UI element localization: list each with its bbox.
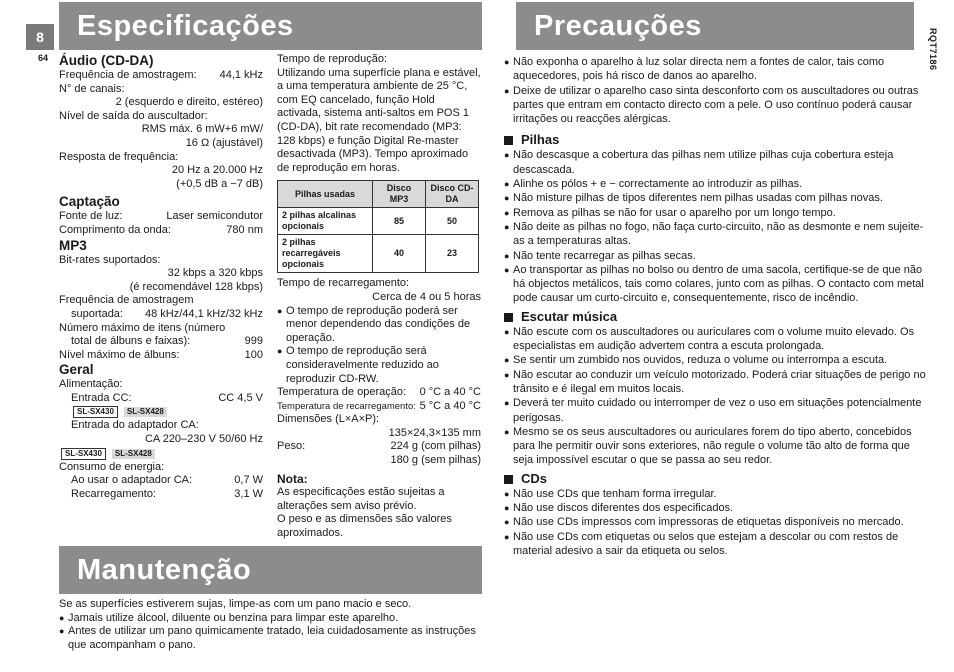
precautions-title: Precauções <box>534 10 702 42</box>
max-albums-label: Nível máximo de álbuns: <box>59 348 180 361</box>
max-items-label: Número máximo de itens (número <box>59 321 226 334</box>
bullet-icon: ● <box>504 517 510 528</box>
specs-left-column <box>59 53 263 501</box>
list-item: ● Não descasque a cobertura das pilhas nem utilize pilhas cuja cobertura esteja descascada. <box>504 149 894 176</box>
square-bullet-icon <box>504 313 513 322</box>
table-header: Pilhas usadas <box>278 181 373 208</box>
bullet-icon: ● <box>504 150 510 161</box>
model-tag-sx428: SL-SX428 <box>124 407 167 417</box>
audio-output-value-2: 16 Ω (ajustável) <box>185 136 263 149</box>
recharge-time-value: Cerca de 4 ou 5 horas <box>372 290 481 303</box>
precautions-column <box>504 55 928 558</box>
dc-input-value: CC 4,5 V <box>218 391 263 404</box>
list-item: ● Não use CDs que tenham forma irregular. <box>504 487 717 500</box>
ac-consumption-value: 0,7 W <box>234 474 263 487</box>
wavelength-value: 780 nm <box>226 223 263 236</box>
dimensions-label: Dimensões (L×A×P): <box>277 413 380 426</box>
list-item: ● O tempo de reprodução será consideravelmente reduzido ao reproduzir CD-RW. <box>277 345 439 385</box>
specs-banner <box>59 2 482 50</box>
maintenance-title: Manutenção <box>77 554 252 586</box>
bullet-icon: ● <box>504 398 510 409</box>
dc-input-label: Entrada CC: <box>71 391 132 404</box>
table-header: Disco CD-DA <box>426 181 479 208</box>
mp3-heading: MP3 <box>59 237 87 253</box>
weight-value: 224 g (com pilhas) <box>390 440 481 453</box>
document-code: RQT7186 <box>928 28 938 71</box>
square-bullet-icon <box>504 136 513 145</box>
bullet-icon: ● <box>504 426 510 437</box>
op-temp-value: 0 °C a 40 °C <box>419 386 481 399</box>
table-cell: 2 pilhas recarregáveis opcionais <box>278 235 373 273</box>
bitrate-value-2: (é recomendável 128 kbps) <box>129 280 263 293</box>
audio-freq-label: Frequência de amostragem: <box>59 69 197 81</box>
table-cell: 23 <box>426 235 479 273</box>
maintenance-section <box>59 598 482 652</box>
list-item: ● Não deite as pilhas no fogo, não faça curto-circuito, não as desmonte e nem sujeite-as a temperaturas altas. <box>504 220 924 248</box>
list-item: ● Não use discos diferentes dos especificados. <box>504 502 734 515</box>
max-items-label-2: total de álbuns e faixas): <box>71 335 191 348</box>
bitrate-value: 32 kbps a 320 kbps <box>167 267 263 280</box>
bitrate-label: Bit-rates suportados: <box>59 253 161 266</box>
note-text: As especificações estão sujeitas a alterações sem aviso prévio. <box>277 486 445 512</box>
bullet-icon: ● <box>504 326 510 337</box>
bullet-icon: ● <box>504 264 510 275</box>
bullet-icon: ● <box>59 612 65 623</box>
list-item: ● Se sentir um zumbido nos ouvidos, reduza o volume ou interrompa a escuta. <box>504 354 888 367</box>
general-heading: Geral <box>59 362 94 378</box>
bullet-icon: ● <box>504 57 510 67</box>
model-tag-sx428: SL-SX428 <box>112 449 155 459</box>
wavelength-label: Comprimento da onda: <box>59 223 171 236</box>
batteries-heading: Pilhas <box>504 132 928 148</box>
list-item: ● Antes de utilizar um pano quimicamente tratado, leia cuidadosamente as instruções que acompanham o pano. <box>59 625 476 651</box>
audio-channels-label: N° de canais: <box>59 82 125 95</box>
model-tag-sx430: SL-SX430 <box>61 448 106 460</box>
precautions-banner <box>516 2 914 50</box>
playtime-text: Utilizando uma superfície plana e estável, a uma temperatura ambiente de 25 °C, com EQ cancelado, função Hold activada, sistema anti-saltos em POS 1 (CD-DA), bit rate recomendado (MP3: 128 kbps) e função Digital Re-master desactivada (MP3). Tempo aproximado de reprodução em horas. <box>277 66 481 174</box>
capture-heading: Captação <box>59 194 120 210</box>
dimensions-value: 135×24,3×135 mm <box>388 426 481 439</box>
maintenance-banner <box>59 546 482 594</box>
list-item: ● Não escute com os auscultadores ou auriculares com o volume muito elevado. Os especialistas em audição advertem contra a escuta prolongada. <box>504 325 915 353</box>
list-item: ● Não use CDs com etiquetas ou selos que estejam a descolar ou com restos de material adesivo a sair da etiqueta ou selos. <box>504 530 899 557</box>
audio-output-value: RMS máx. 6 mW+6 mW/ <box>141 123 263 136</box>
table-header: Disco MP3 <box>373 181 426 208</box>
square-bullet-icon <box>504 475 513 484</box>
list-item: ● Deixe de utilizar o aparelho caso sinta desconforto com os auscultadores ou outras partes que entram em contacto directo com a pele. O uso contínuo poderá causar irritações ou reacções alérgicas. <box>504 84 919 126</box>
table-row <box>278 235 479 273</box>
bullet-icon: ● <box>504 488 510 499</box>
bullet-icon: ● <box>504 207 510 218</box>
recharge-consumption-value: 3,1 W <box>234 487 263 500</box>
consumption-label: Consumo de energia: <box>59 460 165 473</box>
weight-label: Peso: <box>277 440 306 453</box>
battery-table <box>277 180 479 273</box>
list-item: ● Não misture pilhas de tipos diferentes nem pilhas usadas com pilhas novas. <box>504 192 883 205</box>
sub-page-number: 64 <box>38 53 49 63</box>
sample-rate-label: Frequência de amostragem <box>59 294 194 307</box>
audio-output-label: Nível de saída do auscultador: <box>59 109 208 122</box>
cds-heading: CDs <box>504 471 928 487</box>
table-cell: 85 <box>373 208 426 235</box>
light-source-label: Fonte de luz: <box>59 210 123 223</box>
list-item: ● Alinhe os pólos + e − correctamente ao introduzir as pilhas. <box>504 178 803 191</box>
bullet-icon: ● <box>277 346 283 357</box>
list-item: ● Jamais utilize álcool, diluente ou benzina para limpar este aparelho. <box>59 611 399 624</box>
max-albums-value: 100 <box>244 348 263 361</box>
playtime-label: Tempo de reprodução: <box>277 53 388 65</box>
audio-channels-value: 2 (esquerdo e direito, estéreo) <box>115 96 263 109</box>
page-number: 8 <box>26 24 54 50</box>
specs-right-column <box>277 53 481 541</box>
list-item: ● Ao transportar as pilhas no bolso ou dentro de uma sacola, certifique-se de que não há objectos metálicos, tais como colares, junto com as pilhas. O contacto com metal pode causar um curto-circuito e, consequentemente, risco de incêndio. <box>504 263 924 305</box>
table-cell: 40 <box>373 235 426 273</box>
bullet-icon: ● <box>277 305 283 316</box>
bullet-icon: ● <box>504 221 510 232</box>
bullet-icon: ● <box>504 193 510 204</box>
list-item: ● Não escutar ao conduzir um veículo motorizado. Poderá criar situações de perigo no trânsito e é ilegal em muitos locais. <box>504 368 926 395</box>
bullet-icon: ● <box>504 250 510 261</box>
bullet-icon: ● <box>504 369 510 380</box>
audio-response-label: Resposta de frequência: <box>59 150 179 163</box>
audio-response-value: 20 Hz a 20.000 Hz <box>171 164 263 177</box>
model-tag-sx430: SL-SX430 <box>73 406 118 418</box>
weight-value-2: 180 g (sem pilhas) <box>390 454 481 467</box>
music-heading: Escutar música <box>504 309 928 325</box>
sample-rate-label-2: suportada: <box>71 307 123 320</box>
bullet-icon: ● <box>504 531 510 542</box>
list-item: ● O tempo de reprodução poderá ser menor dependendo das condições de operação. <box>277 304 471 344</box>
light-source-value: Laser semicondutor <box>166 210 263 223</box>
audio-heading: Áudio (CD-DA) <box>59 53 154 68</box>
bullet-icon: ● <box>504 179 510 190</box>
list-item: ● Não tente recarregar as pilhas secas. <box>504 249 696 262</box>
sample-rate-value: 48 kHz/44,1 kHz/32 kHz <box>145 307 263 320</box>
list-item: ● Não use CDs impressos com impressoras de etiquetas disponíveis no mercado. <box>504 516 904 529</box>
ac-consumption-label: Ao usar o adaptador CA: <box>71 474 193 487</box>
bullet-icon: ● <box>504 85 510 96</box>
charge-temp-label: Temperatura de recarregamento: <box>277 400 416 412</box>
list-item: ● Mesmo se os seus auscultadores ou auriculares forem do tipo aberto, concebidos para lhe permitir ouvir sons exteriores, não regule o volume tão alto de forma que seja impossível escutar o que se passa ao seu redor. <box>504 425 912 467</box>
note-heading: Nota: <box>277 471 308 486</box>
bullet-icon: ● <box>504 503 510 514</box>
adapter-input-label: Entrada do adaptador CA: <box>71 419 199 432</box>
recharge-consumption-label: Recarregamento: <box>71 487 156 500</box>
power-label: Alimentação: <box>59 378 123 391</box>
table-row <box>278 208 479 235</box>
specs-title: Especificações <box>77 10 294 42</box>
op-temp-label: Temperatura de operação: <box>277 386 407 399</box>
model-tags <box>59 405 263 419</box>
table-cell: 2 pilhas alcalinas opcionais <box>278 208 373 235</box>
adapter-input-value: CA 220–230 V 50/60 Hz <box>144 433 263 446</box>
list-item: ● Não exponha o aparelho à luz solar directa nem a fontes de calor, tais como aquecedores, pois há risco de danos ao aparelho. <box>504 56 885 83</box>
model-tags-2 <box>59 447 263 461</box>
charge-temp-value: 5 °C a 40 °C <box>419 399 481 412</box>
audio-freq-value: 44,1 kHz <box>219 69 263 81</box>
note-text-2: O peso e as dimensões são valores aproximados. <box>277 513 452 540</box>
bullet-icon: ● <box>504 355 510 366</box>
table-cell: 50 <box>426 208 479 235</box>
maintenance-intro: Se as superfícies estiverem sujas, limpe-as com um pano macio e seco. <box>59 598 412 610</box>
bullet-icon: ● <box>59 626 65 637</box>
audio-response-value-2: (+0,5 dB a −7 dB) <box>176 177 263 190</box>
list-item: ● Remova as pilhas se não for usar o aparelho por um longo tempo. <box>504 206 836 219</box>
list-item: ● Deverá ter muito cuidado ou interromper de vez o uso em situações potencialmente perigosas. <box>504 397 922 424</box>
recharge-time-label: Tempo de recarregamento: <box>277 277 410 290</box>
max-items-value: 999 <box>244 335 263 348</box>
